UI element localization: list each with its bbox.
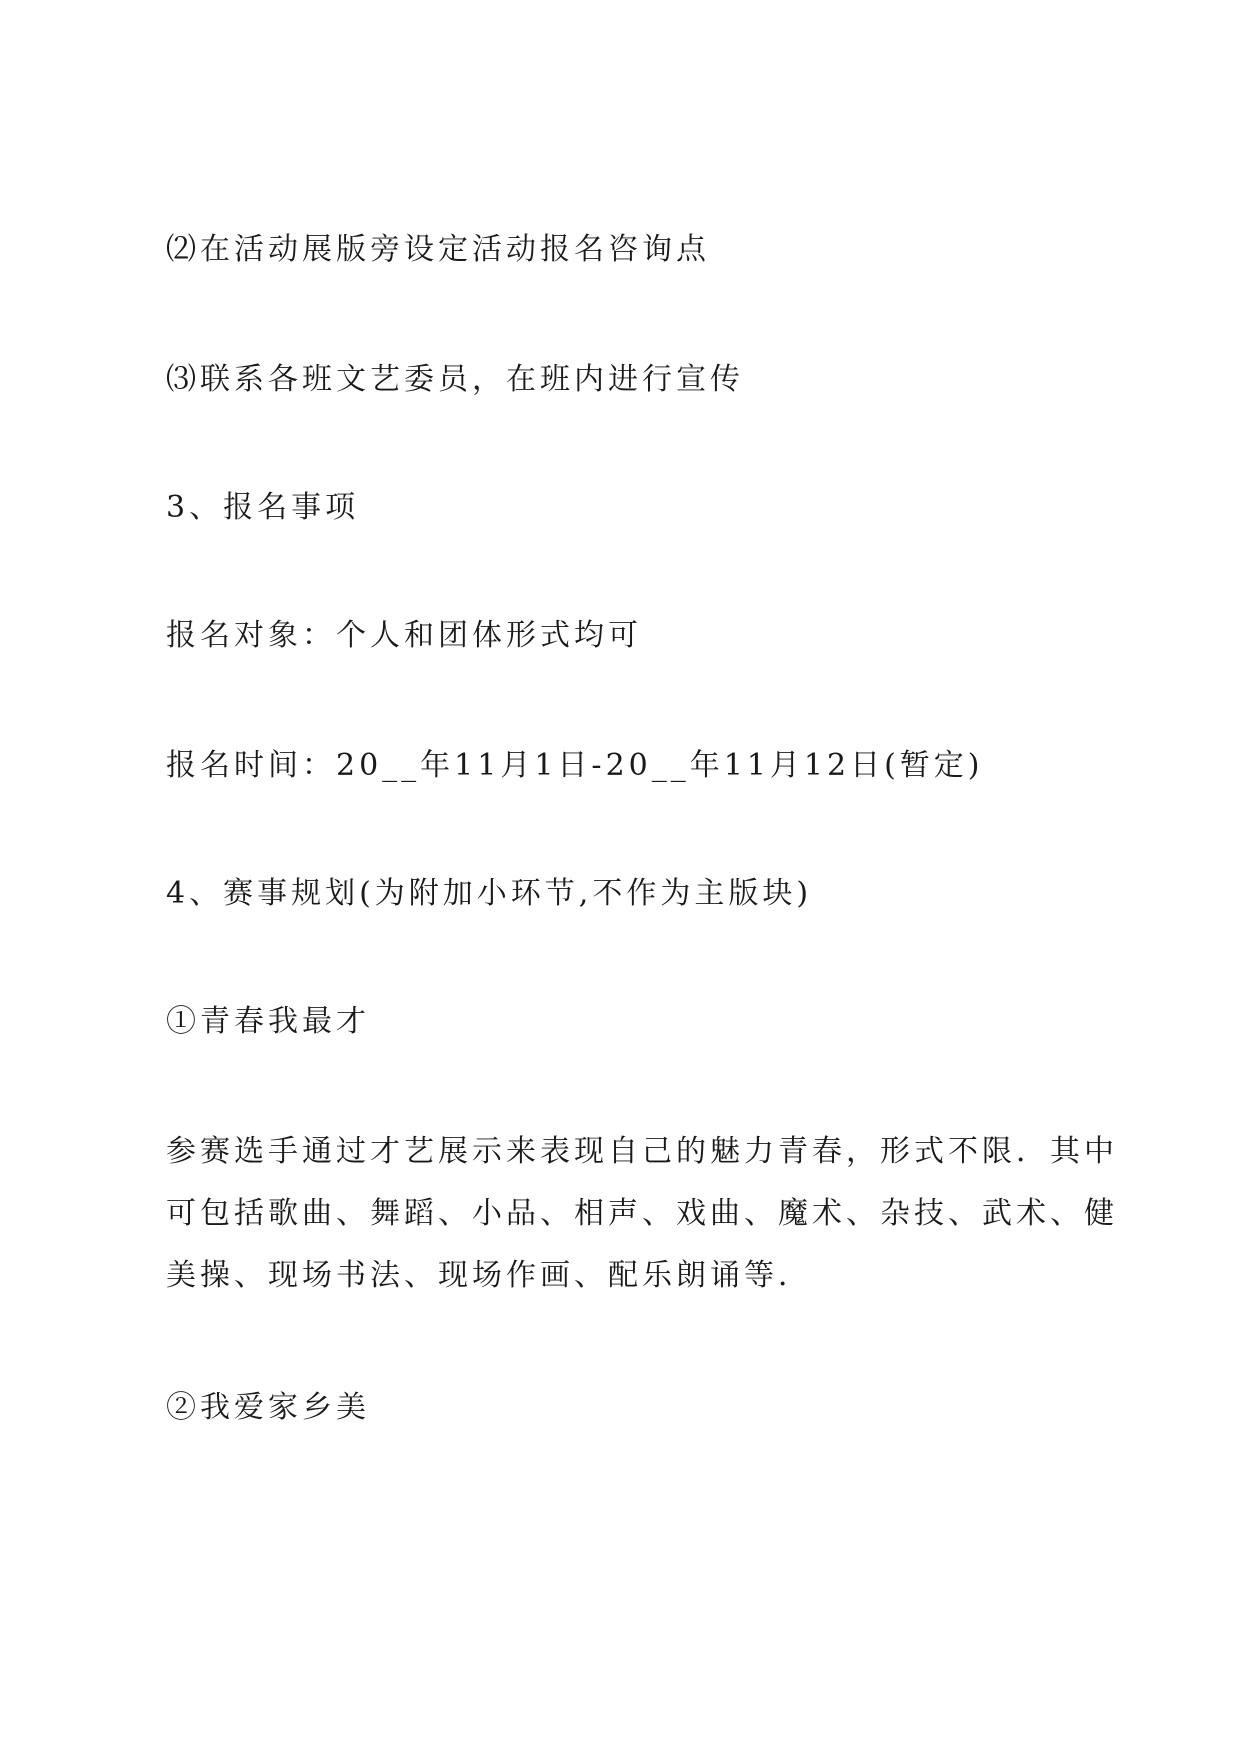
paragraph-line: 美操、现场书法、现场作画、配乐朗诵等． (166, 1258, 812, 1293)
text-line-class-promotion: ⑶联系各班文艺委员，在班内进行宣传 (166, 362, 744, 397)
text-line-registration-target: 报名对象：个人和团体形式均可 (166, 618, 642, 653)
section-heading-event-plan: 4、赛事规划(为附加小环节,不作为主版块) (166, 876, 813, 911)
subheading-hometown: ②我爱家乡美 (166, 1390, 370, 1425)
section-heading-registration: 3、报名事项 (166, 490, 360, 525)
text-line-registration-point: ⑵在活动展版旁设定活动报名咨询点 (166, 232, 710, 267)
paragraph-line: 可包括歌曲、舞蹈、小品、相声、戏曲、魔术、杂技、武术、健 (166, 1196, 1118, 1231)
paragraph-talent-description (166, 1132, 1118, 1296)
subheading-youth-talent: ①青春我最才 (166, 1004, 370, 1039)
text-line-registration-time: 报名时间：20__年11月1日-20__年11月12日(暂定) (166, 748, 984, 783)
paragraph-line: 参赛选手通过才艺展示来表现自己的魅力青春，形式不限．其中 (166, 1134, 1118, 1169)
